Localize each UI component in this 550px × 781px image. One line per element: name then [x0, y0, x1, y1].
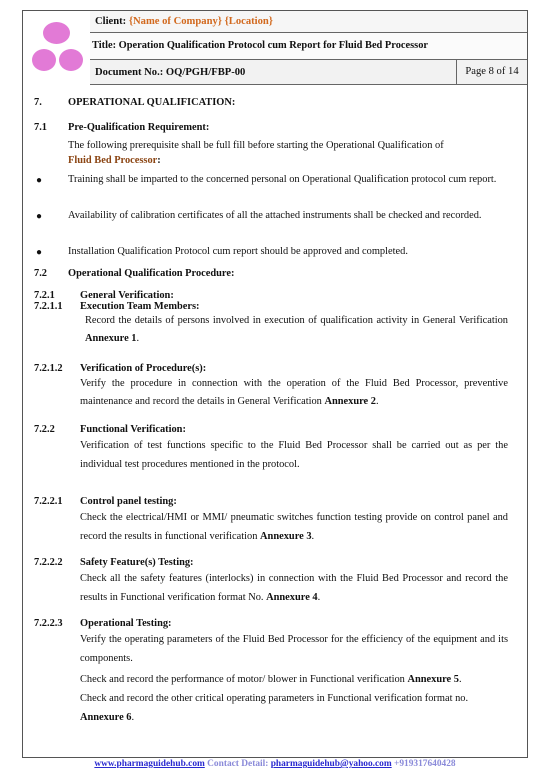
- document-number: Document No.: OQ/PGH/FBP-00: [95, 67, 246, 78]
- section-7-2-1-2-title: Verification of Procedure(s):: [80, 363, 207, 374]
- section-7-1-intro: [68, 138, 501, 168]
- list-item: Training shall be imparted to the concerned personal on Operational Qualification protocol cum report.: [68, 174, 497, 185]
- logo-circle-left: [32, 49, 56, 71]
- section-7-1-title: Pre-Qualification Requirement:: [68, 122, 210, 133]
- intro-text: The following prerequisite shall be full fill before starting the Operational Qualification of: [68, 140, 444, 151]
- section-7-2-number: 7.2: [34, 268, 47, 279]
- section-7-2-1-title: General Verification:: [80, 290, 174, 301]
- client-row: [90, 11, 527, 33]
- section-7-2-2-3-p1: Verify the operating parameters of the Fluid Bed Processor for the efficiency of the equipment and its components.: [80, 634, 508, 664]
- section-7-2-1-1-number: 7.2.1.1: [34, 301, 63, 312]
- section-7-title: OPERATIONAL QUALIFICATION:: [68, 97, 236, 108]
- annexure-ref: Annexure 4: [266, 592, 318, 603]
- section-7-2-2-3-p3: Check and record the other critical operating parameters in Functional verification format no. Annexure 6.: [80, 693, 469, 723]
- list-item: Availability of calibration certificates of all the attached instruments shall be checked and recorded.: [68, 210, 482, 221]
- section-7-2-2-2-number: 7.2.2.2: [34, 557, 63, 568]
- annexure-ref: Annexure 1: [85, 333, 137, 344]
- bullet-icon: ●: [35, 175, 43, 186]
- section-7-2-2-1-title: Control panel testing:: [80, 496, 177, 507]
- client-location: {Location}: [224, 16, 273, 27]
- section-7-2-2-3-number: 7.2.2.3: [34, 618, 63, 629]
- section-7-2-1-number: 7.2.1: [34, 290, 55, 301]
- section-7-2-2-text: Verification of test functions specific to the Fluid Bed Processor shall be carried out as per the individual test procedures mentioned in the protocol.: [80, 440, 508, 470]
- logo-circle-top: [43, 22, 70, 44]
- document-title: Title: Operation Qualification Protocol cum Report for Fluid Bed Processor: [92, 40, 429, 51]
- section-7-2-1-1-title: Execution Team Members:: [80, 301, 200, 312]
- document-page: [22, 10, 528, 758]
- section-7-2-2-3-title: Operational Testing:: [80, 618, 172, 629]
- annexure-ref: Annexure 6: [80, 712, 132, 723]
- section-7-number: 7.: [34, 97, 42, 108]
- phone-number: +919317640428: [391, 759, 456, 769]
- email-link[interactable]: pharmaguidehub@yahoo.com: [270, 759, 392, 769]
- logo-circle-right: [59, 49, 83, 71]
- annexure-ref: Annexure 5: [407, 674, 459, 685]
- docno-row: [90, 60, 527, 85]
- annexure-ref: Annexure 3: [260, 531, 312, 542]
- section-7-2-1-2-text: Verify the procedure in connection with the operation of the Fluid Bed Processor, preventive maintenance and record the details in General Verification Annexure 2.: [80, 378, 508, 407]
- bullet-icon: ●: [35, 247, 43, 258]
- annexure-ref: Annexure 2: [324, 396, 376, 407]
- contact-label: Contact Detail:: [204, 759, 271, 769]
- section-7-2-1-2-number: 7.2.1.2: [34, 363, 63, 374]
- section-7-2-2-number: 7.2.2: [34, 424, 55, 435]
- document-header: [23, 11, 527, 85]
- section-7-2-2-title: Functional Verification:: [80, 424, 186, 435]
- equipment-name: Fluid Bed Processor: [68, 155, 158, 166]
- website-link[interactable]: www.pharmaguidehub.com: [94, 759, 205, 769]
- section-7-2-2-1-text: Check the electrical/HMI or MMI/ pneumatic switches function testing provide on control panel and record the results in functional verification Annexure 3.: [80, 512, 508, 542]
- section-7-2-1-1-text: Record the details of persons involved in execution of qualification activity in General Verification Annexure 1.: [85, 315, 508, 344]
- client-label: Client:: [95, 16, 129, 27]
- intro-colon: :: [157, 155, 161, 166]
- page-number: Page 8 of 14: [456, 60, 527, 84]
- page-footer: [0, 759, 550, 769]
- section-7-2-2-3-p2: Check and record the performance of motor/ blower in Functional verification Annexure 5.: [80, 674, 462, 685]
- company-logo: [23, 11, 91, 84]
- title-row: [90, 33, 527, 60]
- bullet-icon: ●: [35, 211, 43, 222]
- client-name: {Name of Company}: [128, 16, 222, 27]
- section-7-2-2-2-title: Safety Feature(s) Testing:: [80, 557, 194, 568]
- section-7-2-title: Operational Qualification Procedure:: [68, 268, 235, 279]
- section-7-1-number: 7.1: [34, 122, 47, 133]
- list-item: Installation Qualification Protocol cum report should be approved and completed.: [68, 246, 408, 257]
- section-7-2-2-2-text: Check all the safety features (interlocks) in connection with the Fluid Bed Processor and record the results in Functional verification format No. Annexure 4.: [80, 573, 508, 603]
- section-7-2-2-1-number: 7.2.2.1: [34, 496, 63, 507]
